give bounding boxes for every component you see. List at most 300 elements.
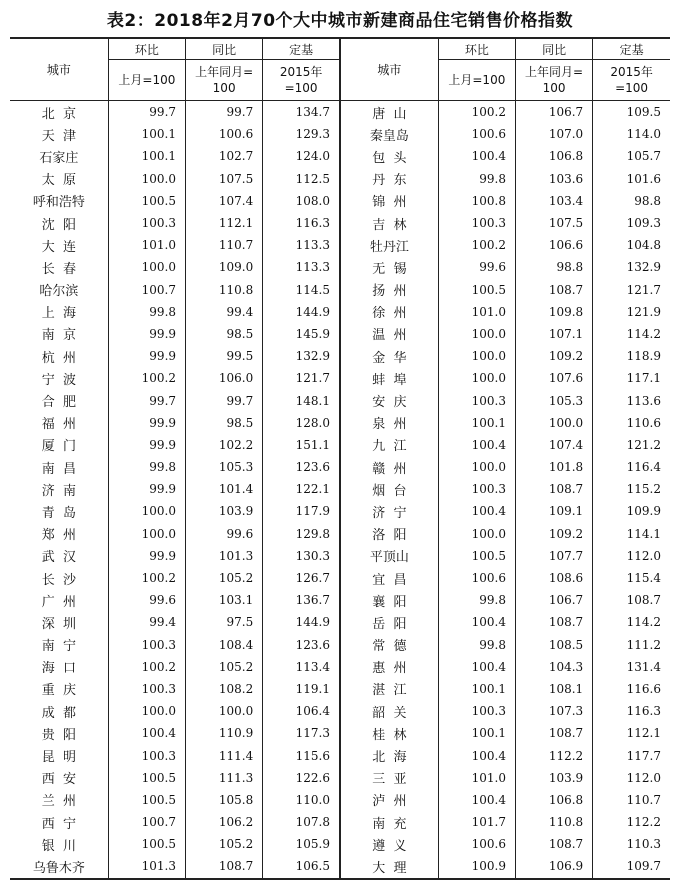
mom-value: 100.2 [108, 567, 185, 589]
mom-value: 100.0 [108, 700, 185, 722]
mom-value: 100.1 [108, 123, 185, 145]
mom-value: 100.0 [108, 256, 185, 278]
city-name: 安 庆 [340, 389, 438, 411]
mom-value: 100.5 [108, 833, 185, 855]
mom-value: 99.6 [438, 256, 515, 278]
mom-value: 99.9 [108, 434, 185, 456]
yoy-value: 99.4 [186, 301, 263, 323]
mom-base-header: 上月=100 [108, 60, 185, 101]
table-row [10, 234, 670, 256]
mom-value: 100.5 [438, 545, 515, 567]
base-value: 123.6 [263, 456, 340, 478]
table-row [10, 456, 670, 478]
table-row [10, 855, 670, 878]
mom-value: 100.8 [438, 190, 515, 212]
city-name: 合 肥 [41, 395, 77, 411]
mom-value: 100.6 [438, 833, 515, 855]
mom-value: 100.2 [438, 101, 515, 124]
mom-value: 99.9 [108, 345, 185, 367]
table-row [10, 589, 670, 611]
yoy-value: 107.0 [515, 123, 592, 145]
base-value: 98.8 [593, 190, 670, 212]
mom-header: 环比 [438, 38, 515, 60]
base-value: 126.7 [263, 567, 340, 589]
city-name: 贵 阳 [41, 727, 77, 743]
table-row [10, 567, 670, 589]
mom-value: 100.5 [108, 190, 185, 212]
yoy-base-header: 上年同月= 100 [515, 60, 592, 101]
mom-value: 100.2 [108, 656, 185, 678]
city-name: 洛 阳 [340, 523, 438, 545]
mom-value: 100.5 [108, 789, 185, 811]
mom-value: 100.6 [438, 567, 515, 589]
yoy-value: 106.0 [186, 367, 263, 389]
city-name: 广 州 [41, 594, 77, 610]
table-row [10, 656, 670, 678]
yoy-value: 105.2 [186, 656, 263, 678]
mom-value: 100.3 [108, 634, 185, 656]
base-header: 定基 [593, 38, 670, 60]
table-row [10, 811, 670, 833]
mom-value: 100.3 [438, 478, 515, 500]
table-row [10, 168, 670, 190]
mom-value: 100.3 [438, 389, 515, 411]
fixed-base-header: 2015年 =100 [593, 60, 670, 101]
mom-value: 100.1 [438, 678, 515, 700]
table-row [10, 434, 670, 456]
mom-value: 100.0 [108, 500, 185, 522]
base-value: 117.9 [263, 500, 340, 522]
yoy-value: 101.3 [186, 545, 263, 567]
base-value: 112.0 [593, 767, 670, 789]
base-value: 118.9 [593, 345, 670, 367]
yoy-value: 109.0 [186, 256, 263, 278]
city-name: 桂 林 [340, 722, 438, 744]
city-name: 吉 林 [340, 212, 438, 234]
mom-value: 101.0 [438, 301, 515, 323]
yoy-value: 107.5 [186, 168, 263, 190]
base-value: 136.7 [263, 589, 340, 611]
yoy-value: 98.5 [186, 323, 263, 345]
mom-value: 99.8 [108, 301, 185, 323]
city-name: 郑 州 [41, 528, 77, 544]
base-value: 121.7 [263, 367, 340, 389]
table-body [10, 101, 670, 879]
yoy-value: 106.7 [515, 589, 592, 611]
base-value: 105.9 [263, 833, 340, 855]
yoy-value: 112.1 [186, 212, 263, 234]
base-value: 101.6 [593, 168, 670, 190]
table-row [10, 123, 670, 145]
city-name: 襄 阳 [340, 589, 438, 611]
base-value: 132.9 [263, 345, 340, 367]
yoy-value: 101.8 [515, 456, 592, 478]
city-name: 蚌 埠 [340, 367, 438, 389]
yoy-value: 108.7 [515, 611, 592, 633]
base-value: 121.7 [593, 279, 670, 301]
yoy-value: 107.3 [515, 700, 592, 722]
base-value: 122.6 [263, 767, 340, 789]
city-name: 徐 州 [340, 301, 438, 323]
yoy-value: 105.8 [186, 789, 263, 811]
mom-value: 100.6 [438, 123, 515, 145]
city-name: 南 京 [41, 328, 77, 344]
base-value: 109.9 [593, 500, 670, 522]
mom-value: 100.5 [438, 279, 515, 301]
base-value: 110.7 [593, 789, 670, 811]
base-value: 105.7 [593, 145, 670, 167]
yoy-value: 106.8 [515, 789, 592, 811]
city-name: 太 原 [41, 173, 77, 189]
mom-value: 100.1 [108, 145, 185, 167]
base-value: 116.6 [593, 678, 670, 700]
mom-value: 100.9 [438, 855, 515, 878]
yoy-value: 99.5 [186, 345, 263, 367]
base-value: 128.0 [263, 412, 340, 434]
mom-header: 环比 [108, 38, 185, 60]
yoy-value: 99.7 [186, 389, 263, 411]
mom-value: 100.4 [438, 789, 515, 811]
base-value: 110.0 [263, 789, 340, 811]
city-name: 大 连 [41, 239, 77, 255]
table-row [10, 545, 670, 567]
base-value: 112.2 [593, 811, 670, 833]
yoy-value: 107.7 [515, 545, 592, 567]
city-name: 长 沙 [41, 572, 77, 588]
mom-value: 101.3 [108, 855, 185, 878]
city-name: 牡丹江 [340, 234, 438, 256]
mom-value: 99.9 [108, 478, 185, 500]
base-value: 132.9 [593, 256, 670, 278]
table-row [10, 744, 670, 766]
city-name: 厦 门 [41, 439, 77, 455]
yoy-header: 同比 [515, 38, 592, 60]
base-value: 113.6 [593, 389, 670, 411]
base-value: 111.2 [593, 634, 670, 656]
base-value: 117.3 [263, 722, 340, 744]
mom-value: 100.2 [438, 234, 515, 256]
yoy-value: 99.7 [186, 101, 263, 124]
table-row [10, 345, 670, 367]
base-value: 117.7 [593, 744, 670, 766]
base-value: 106.4 [263, 700, 340, 722]
table-header [10, 38, 670, 101]
city-name: 扬 州 [340, 279, 438, 301]
mom-value: 100.4 [438, 744, 515, 766]
yoy-value: 98.5 [186, 412, 263, 434]
yoy-value: 105.3 [186, 456, 263, 478]
mom-value: 100.4 [438, 145, 515, 167]
table-row [10, 389, 670, 411]
city-name: 济 宁 [340, 500, 438, 522]
yoy-value: 101.4 [186, 478, 263, 500]
base-value: 115.6 [263, 744, 340, 766]
city-name: 丹 东 [340, 168, 438, 190]
table-row [10, 212, 670, 234]
base-value: 116.3 [263, 212, 340, 234]
table-title: 表2：2018年2月70个大中城市新建商品住宅销售价格指数 [106, 11, 574, 31]
yoy-value: 107.4 [515, 434, 592, 456]
city-name: 泸 州 [340, 789, 438, 811]
yoy-value: 108.4 [186, 634, 263, 656]
table-row [10, 190, 670, 212]
yoy-value: 103.9 [186, 500, 263, 522]
table-row [10, 678, 670, 700]
city-name: 北 海 [340, 744, 438, 766]
base-value: 144.9 [263, 611, 340, 633]
table-row [10, 523, 670, 545]
city-name: 哈尔滨 [39, 284, 79, 300]
mom-value: 100.0 [438, 345, 515, 367]
base-value: 114.1 [593, 523, 670, 545]
mom-value: 101.7 [438, 811, 515, 833]
mom-value: 99.7 [108, 389, 185, 411]
base-value: 115.2 [593, 478, 670, 500]
table-row [10, 767, 670, 789]
yoy-value: 110.7 [186, 234, 263, 256]
yoy-value: 106.6 [515, 234, 592, 256]
base-value: 151.1 [263, 434, 340, 456]
mom-value: 100.4 [108, 722, 185, 744]
city-name: 长 春 [41, 261, 77, 277]
base-value: 107.8 [263, 811, 340, 833]
price-index-table [10, 37, 670, 880]
yoy-base-header: 上年同月= 100 [186, 60, 263, 101]
city-name: 银 川 [41, 838, 77, 854]
city-name: 包 头 [340, 145, 438, 167]
mom-value: 99.6 [108, 589, 185, 611]
mom-value: 100.0 [438, 323, 515, 345]
table-row [10, 789, 670, 811]
city-name: 九 江 [340, 434, 438, 456]
mom-value: 100.3 [438, 700, 515, 722]
base-value: 109.5 [593, 101, 670, 124]
city-name: 无 锡 [340, 256, 438, 278]
yoy-value: 108.1 [515, 678, 592, 700]
yoy-value: 105.2 [186, 567, 263, 589]
base-value: 109.7 [593, 855, 670, 878]
mom-value: 100.0 [108, 168, 185, 190]
mom-value: 99.9 [108, 545, 185, 567]
table-row [10, 611, 670, 633]
base-value: 116.4 [593, 456, 670, 478]
mom-value: 99.8 [438, 634, 515, 656]
yoy-value: 110.8 [186, 279, 263, 301]
base-value: 109.3 [593, 212, 670, 234]
base-value: 110.3 [593, 833, 670, 855]
yoy-value: 102.7 [186, 145, 263, 167]
base-value: 106.5 [263, 855, 340, 878]
city-name: 青 岛 [41, 505, 77, 521]
base-value: 108.7 [593, 589, 670, 611]
base-value: 113.3 [263, 234, 340, 256]
yoy-value: 109.2 [515, 345, 592, 367]
yoy-value: 108.2 [186, 678, 263, 700]
table-row [10, 145, 670, 167]
city-name: 岳 阳 [340, 611, 438, 633]
yoy-value: 110.9 [186, 722, 263, 744]
city-name: 福 州 [41, 417, 77, 433]
mom-value: 100.3 [108, 744, 185, 766]
mom-value: 100.4 [438, 434, 515, 456]
yoy-value: 100.0 [515, 412, 592, 434]
base-value: 112.0 [593, 545, 670, 567]
base-value: 114.0 [593, 123, 670, 145]
base-value: 117.1 [593, 367, 670, 389]
base-value: 119.1 [263, 678, 340, 700]
base-value: 108.0 [263, 190, 340, 212]
base-value: 110.6 [593, 412, 670, 434]
city-name: 兰 州 [41, 794, 77, 810]
mom-base-header: 上月=100 [438, 60, 515, 101]
mom-value: 99.7 [108, 101, 185, 124]
mom-value: 100.7 [108, 811, 185, 833]
city-name: 三 亚 [340, 767, 438, 789]
base-value: 124.0 [263, 145, 340, 167]
mom-value: 100.1 [438, 722, 515, 744]
mom-value: 100.1 [438, 412, 515, 434]
yoy-value: 108.7 [515, 279, 592, 301]
city-column-header: 城市 [340, 38, 438, 101]
yoy-value: 107.4 [186, 190, 263, 212]
mom-value: 99.8 [438, 589, 515, 611]
mom-value: 100.3 [108, 678, 185, 700]
city-name: 天 津 [41, 128, 77, 144]
city-name: 韶 关 [340, 700, 438, 722]
yoy-value: 108.7 [515, 478, 592, 500]
table-row [10, 323, 670, 345]
city-name: 金 华 [340, 345, 438, 367]
base-value: 121.9 [593, 301, 670, 323]
mom-value: 100.3 [438, 212, 515, 234]
yoy-value: 104.3 [515, 656, 592, 678]
fixed-base-header: 2015年 =100 [263, 60, 340, 101]
mom-value: 100.7 [108, 279, 185, 301]
mom-value: 99.4 [108, 611, 185, 633]
yoy-value: 111.3 [186, 767, 263, 789]
city-name: 宜 昌 [340, 567, 438, 589]
table-row [10, 478, 670, 500]
mom-value: 100.2 [108, 367, 185, 389]
city-name: 海 口 [41, 661, 77, 677]
base-value: 104.8 [593, 234, 670, 256]
base-value: 122.1 [263, 478, 340, 500]
yoy-value: 99.6 [186, 523, 263, 545]
city-name: 温 州 [340, 323, 438, 345]
mom-value: 100.4 [438, 611, 515, 633]
city-name: 深 圳 [41, 616, 77, 632]
base-value: 129.3 [263, 123, 340, 145]
mom-value: 99.8 [438, 168, 515, 190]
city-name: 湛 江 [340, 678, 438, 700]
table-row [10, 700, 670, 722]
yoy-value: 106.7 [515, 101, 592, 124]
yoy-value: 111.4 [186, 744, 263, 766]
yoy-value: 107.1 [515, 323, 592, 345]
table-row [10, 101, 670, 124]
city-name: 遵 义 [340, 833, 438, 855]
city-name: 石家庄 [39, 150, 79, 166]
yoy-value: 108.5 [515, 634, 592, 656]
yoy-value: 106.2 [186, 811, 263, 833]
mom-value: 100.0 [438, 367, 515, 389]
city-name: 西 宁 [41, 816, 77, 832]
yoy-value: 97.5 [186, 611, 263, 633]
base-value: 113.4 [263, 656, 340, 678]
base-header: 定基 [263, 38, 340, 60]
yoy-value: 107.5 [515, 212, 592, 234]
base-value: 113.3 [263, 256, 340, 278]
base-value: 148.1 [263, 389, 340, 411]
city-name: 惠 州 [340, 656, 438, 678]
city-column-header: 城市 [10, 38, 108, 101]
city-name: 烟 台 [340, 478, 438, 500]
city-name: 武 汉 [41, 550, 77, 566]
city-name: 平顶山 [340, 545, 438, 567]
city-name: 昆 明 [41, 750, 77, 766]
yoy-value: 108.7 [515, 722, 592, 744]
yoy-value: 109.2 [515, 523, 592, 545]
mom-value: 100.3 [108, 212, 185, 234]
table-row [10, 500, 670, 522]
city-name: 呼和浩特 [32, 195, 85, 211]
city-name: 北 京 [41, 106, 77, 122]
city-name: 重 庆 [41, 683, 77, 699]
city-name: 西 安 [41, 772, 77, 788]
mom-value: 100.5 [108, 767, 185, 789]
base-value: 123.6 [263, 634, 340, 656]
yoy-value: 108.6 [515, 567, 592, 589]
mom-value: 100.0 [108, 523, 185, 545]
yoy-value: 100.0 [186, 700, 263, 722]
yoy-value: 105.3 [515, 389, 592, 411]
yoy-value: 112.2 [515, 744, 592, 766]
city-name: 常 德 [340, 634, 438, 656]
base-value: 121.2 [593, 434, 670, 456]
city-name: 唐 山 [340, 101, 438, 124]
base-value: 130.3 [263, 545, 340, 567]
city-name: 大 理 [340, 855, 438, 878]
mom-value: 99.8 [108, 456, 185, 478]
base-value: 145.9 [263, 323, 340, 345]
base-value: 114.5 [263, 279, 340, 301]
yoy-value: 98.8 [515, 256, 592, 278]
yoy-value: 108.7 [515, 833, 592, 855]
city-name: 南 昌 [41, 461, 77, 477]
base-value: 112.5 [263, 168, 340, 190]
base-value: 144.9 [263, 301, 340, 323]
city-name: 沈 阳 [41, 217, 77, 233]
yoy-value: 107.6 [515, 367, 592, 389]
base-value: 114.2 [593, 323, 670, 345]
city-name: 南 宁 [41, 639, 77, 655]
yoy-value: 108.7 [186, 855, 263, 878]
yoy-value: 100.6 [186, 123, 263, 145]
yoy-value: 103.6 [515, 168, 592, 190]
city-name: 济 南 [41, 483, 77, 499]
base-value: 112.1 [593, 722, 670, 744]
table-row [10, 279, 670, 301]
yoy-value: 102.2 [186, 434, 263, 456]
city-name: 上 海 [41, 306, 77, 322]
city-name: 赣 州 [340, 456, 438, 478]
city-name: 宁 波 [41, 372, 77, 388]
mom-value: 99.9 [108, 412, 185, 434]
table-row [10, 634, 670, 656]
table-row [10, 412, 670, 434]
mom-value: 99.9 [108, 323, 185, 345]
yoy-value: 109.1 [515, 500, 592, 522]
